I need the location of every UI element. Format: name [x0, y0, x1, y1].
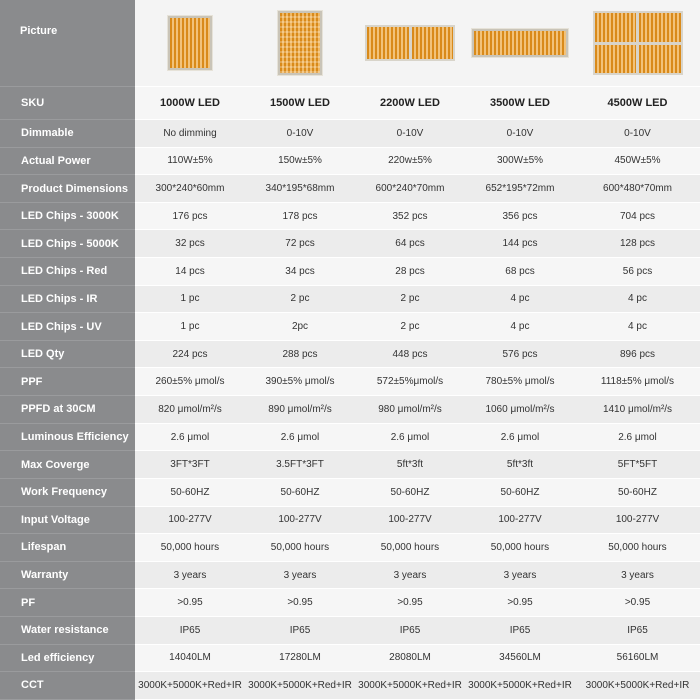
spec-cell: 300*240*60mm	[155, 183, 225, 195]
product-image-4500w	[575, 0, 700, 86]
spec-cell: 300W±5%	[496, 155, 544, 167]
spec-cell: 2pc	[291, 321, 309, 333]
spec-row	[135, 451, 700, 479]
row-label: PF	[0, 589, 135, 617]
spec-cell: 34 pcs	[285, 265, 315, 277]
spec-row	[135, 286, 700, 314]
spec-cell: 600*480*70mm	[603, 183, 672, 195]
spec-cell: 3000K+5000K+Red+IR	[585, 679, 690, 691]
row-label: PPF	[0, 368, 135, 396]
spec-cell: 0-10V	[506, 127, 534, 139]
spec-cell: >0.95	[507, 597, 533, 609]
spec-row	[135, 120, 700, 148]
spec-row	[135, 396, 700, 424]
spec-cell: 28080LM	[389, 652, 431, 664]
grow-light-2200w-image	[365, 25, 455, 61]
row-label: PPFD at 30CM	[0, 396, 135, 424]
grow-light-1500w-image	[278, 11, 322, 75]
spec-cell: 3 years	[283, 569, 317, 581]
sku-cell: 4500W LED	[607, 97, 668, 109]
spec-cell: 390±5% μmol/s	[265, 376, 335, 388]
spec-cell: 56 pcs	[622, 265, 653, 277]
spec-cell: 3 years	[621, 569, 654, 581]
spec-cell: 72 pcs	[285, 238, 315, 250]
spec-cell: 896 pcs	[619, 348, 656, 360]
spec-cell: 980 μmol/m²/s	[378, 403, 442, 415]
spec-cell: 450W±5%	[614, 155, 661, 167]
spec-cell: 3FT*3FT	[170, 459, 210, 471]
spec-cell: 144 pcs	[502, 238, 538, 250]
spec-cell: 128 pcs	[619, 238, 656, 250]
spec-cell: IP65	[179, 624, 201, 636]
spec-row	[135, 534, 700, 562]
spec-cell: 178 pcs	[282, 210, 318, 222]
spec-cell: 150w±5%	[278, 155, 322, 167]
spec-cell: 100-277V	[278, 514, 322, 526]
row-label: LED Chips - UV	[0, 313, 135, 341]
spec-cell: 50-60HZ	[500, 486, 540, 498]
row-label: Water resistance	[0, 617, 135, 645]
spec-cell: 100-277V	[168, 514, 212, 526]
spec-row	[135, 175, 700, 203]
spec-cell: 1410 μmol/m²/s	[602, 403, 673, 415]
spec-cell: 100-277V	[615, 514, 660, 526]
spec-cell: 572±5%μmol/s	[376, 376, 444, 388]
row-label: Led efficiency	[0, 645, 135, 673]
spec-cell: 110W±5%	[167, 155, 213, 167]
spec-cell: 600*240*70mm	[375, 183, 445, 195]
spec-cell: 220w±5%	[388, 155, 432, 167]
spec-cell: 3 years	[393, 569, 427, 581]
spec-cell: 224 pcs	[172, 348, 208, 360]
spec-cell: 50-60HZ	[390, 486, 430, 498]
spec-cell: 2 pc	[400, 321, 420, 333]
spec-cell: 5ft*3ft	[506, 459, 534, 471]
spec-cell: 2.6 μmol	[170, 431, 210, 443]
row-label: Warranty	[0, 562, 135, 590]
row-label: Work Frequency	[0, 479, 135, 507]
spec-cell: 3.5FT*3FT	[276, 459, 324, 471]
sku-cell: 1000W LED	[160, 97, 220, 109]
spec-cell: 68 pcs	[505, 265, 535, 277]
row-label: LED Chips - 3000K	[0, 203, 135, 231]
sku-cell: 1500W LED	[270, 97, 330, 109]
spec-cell: 2.6 μmol	[618, 431, 657, 443]
product-image-2200w	[355, 0, 465, 86]
spec-cell: 1118±5% μmol/s	[600, 376, 675, 388]
row-label: LED Chips - 5000K	[0, 230, 135, 258]
spec-cell: 14040LM	[169, 652, 211, 664]
spec-cell: IP65	[509, 624, 531, 636]
spec-cell: 100-277V	[498, 514, 542, 526]
row-label: LED Chips - IR	[0, 286, 135, 314]
row-labels	[0, 0, 135, 700]
spec-row	[135, 479, 700, 507]
spec-cell: >0.95	[177, 597, 203, 609]
data-area	[135, 0, 700, 700]
row-label: Luminous Efficiency	[0, 424, 135, 452]
spec-cell: 50-60HZ	[170, 486, 210, 498]
spec-row	[135, 368, 700, 396]
spec-cell: >0.95	[397, 597, 423, 609]
spec-cell: 50,000 hours	[160, 541, 220, 553]
row-label: Product Dimensions	[0, 175, 135, 203]
spec-cell: IP65	[627, 624, 648, 636]
spec-cell: 14 pcs	[175, 265, 205, 277]
spec-cell: 288 pcs	[282, 348, 318, 360]
spec-row	[135, 230, 700, 258]
sku-cell: 3500W LED	[490, 97, 550, 109]
spec-row	[135, 313, 700, 341]
spec-cell: 50-60HZ	[618, 486, 657, 498]
spec-row	[135, 617, 700, 645]
spec-cell: 3 years	[173, 569, 207, 581]
spec-cell: 50,000 hours	[270, 541, 330, 553]
spec-row	[135, 507, 700, 535]
spec-cell: 50,000 hours	[490, 541, 550, 553]
spec-cell: 32 pcs	[175, 238, 205, 250]
spec-cell: 2.6 μmol	[280, 431, 320, 443]
spec-cell: 28 pcs	[395, 265, 425, 277]
spec-cell: 56160LM	[616, 652, 659, 664]
spec-cell: 17280LM	[279, 652, 321, 664]
row-label: CCT	[0, 672, 135, 700]
spec-cell: 820 μmol/m²/s	[158, 403, 222, 415]
spec-cell: 4 pc	[510, 293, 530, 305]
spec-row	[135, 148, 700, 176]
spec-cell: 704 pcs	[619, 210, 656, 222]
spec-cell: 4 pc	[628, 293, 647, 305]
spec-cell: IP65	[399, 624, 421, 636]
row-label: Max Coverge	[0, 451, 135, 479]
row-label: Lifespan	[0, 534, 135, 562]
spec-cell: 576 pcs	[502, 348, 538, 360]
spec-cell: 2.6 μmol	[390, 431, 430, 443]
spec-cell: 34560LM	[499, 652, 541, 664]
spec-cell: 3000K+5000K+Red+IR	[248, 679, 352, 691]
spec-cell: 890 μmol/m²/s	[268, 403, 332, 415]
row-label: Dimmable	[0, 120, 135, 148]
spec-cell: 2.6 μmol	[500, 431, 540, 443]
spec-cell: 3 years	[503, 569, 537, 581]
spec-cell: 64 pcs	[395, 238, 425, 250]
spec-cell: 3000K+5000K+Red+IR	[138, 679, 242, 691]
row-label: LED Chips - Red	[0, 258, 135, 286]
spec-cell: 4 pc	[628, 321, 647, 333]
sku-cell: 2200W LED	[380, 97, 440, 109]
spec-cell: >0.95	[624, 597, 651, 609]
spec-cell: 0-10V	[396, 127, 424, 139]
spec-cell: 50-60HZ	[280, 486, 320, 498]
picture-label: Picture	[0, 0, 135, 87]
spec-cell: 5ft*3ft	[396, 459, 424, 471]
spec-row	[135, 672, 700, 700]
spec-row	[135, 589, 700, 617]
spec-row	[135, 424, 700, 452]
spec-cell: 3000K+5000K+Red+IR	[468, 679, 572, 691]
sku-label: SKU	[0, 87, 135, 120]
grow-light-1000w-image	[168, 16, 212, 70]
spec-cell: No dimming	[163, 127, 217, 139]
spec-row	[135, 645, 700, 673]
spec-cell: 340*195*68mm	[265, 183, 335, 195]
spec-cell: 50,000 hours	[380, 541, 440, 553]
spec-cell: 5FT*5FT	[617, 459, 658, 471]
spec-row	[135, 203, 700, 231]
spec-cell: 100-277V	[388, 514, 432, 526]
spec-row	[135, 258, 700, 286]
product-image-1500w	[245, 0, 355, 86]
spec-cell: 176 pcs	[172, 210, 208, 222]
spec-cell: >0.95	[287, 597, 313, 609]
product-image-1000w	[135, 0, 245, 86]
row-label: Actual Power	[0, 148, 135, 176]
grow-light-3500w-image	[472, 29, 568, 57]
spec-cell: 0-10V	[624, 127, 651, 139]
picture-row	[135, 0, 700, 87]
spec-cell: IP65	[289, 624, 311, 636]
spec-cell: 1060 μmol/m²/s	[485, 403, 555, 415]
spec-cell: 260±5% μmol/s	[155, 376, 225, 388]
spec-row	[135, 562, 700, 590]
spec-cell: 3000K+5000K+Red+IR	[358, 679, 462, 691]
spec-cell: 652*195*72mm	[485, 183, 555, 195]
spec-cell: 50,000 hours	[608, 541, 667, 553]
grow-light-4500w-image	[593, 11, 683, 75]
spec-cell: 780±5% μmol/s	[485, 376, 555, 388]
spec-cell: 352 pcs	[392, 210, 428, 222]
row-label: LED Qty	[0, 341, 135, 369]
spec-cell: 2 pc	[400, 293, 420, 305]
spec-cell: 1 pc	[180, 321, 200, 333]
sku-row	[135, 87, 700, 120]
spec-cell: 1 pc	[180, 293, 200, 305]
spec-row	[135, 341, 700, 369]
spec-cell: 0-10V	[286, 127, 314, 139]
product-image-3500w	[465, 0, 575, 86]
spec-cell: 356 pcs	[502, 210, 538, 222]
spec-cell: 448 pcs	[392, 348, 428, 360]
row-label: Input Voltage	[0, 507, 135, 535]
spec-cell: 4 pc	[510, 321, 530, 333]
spec-cell: 2 pc	[290, 293, 310, 305]
